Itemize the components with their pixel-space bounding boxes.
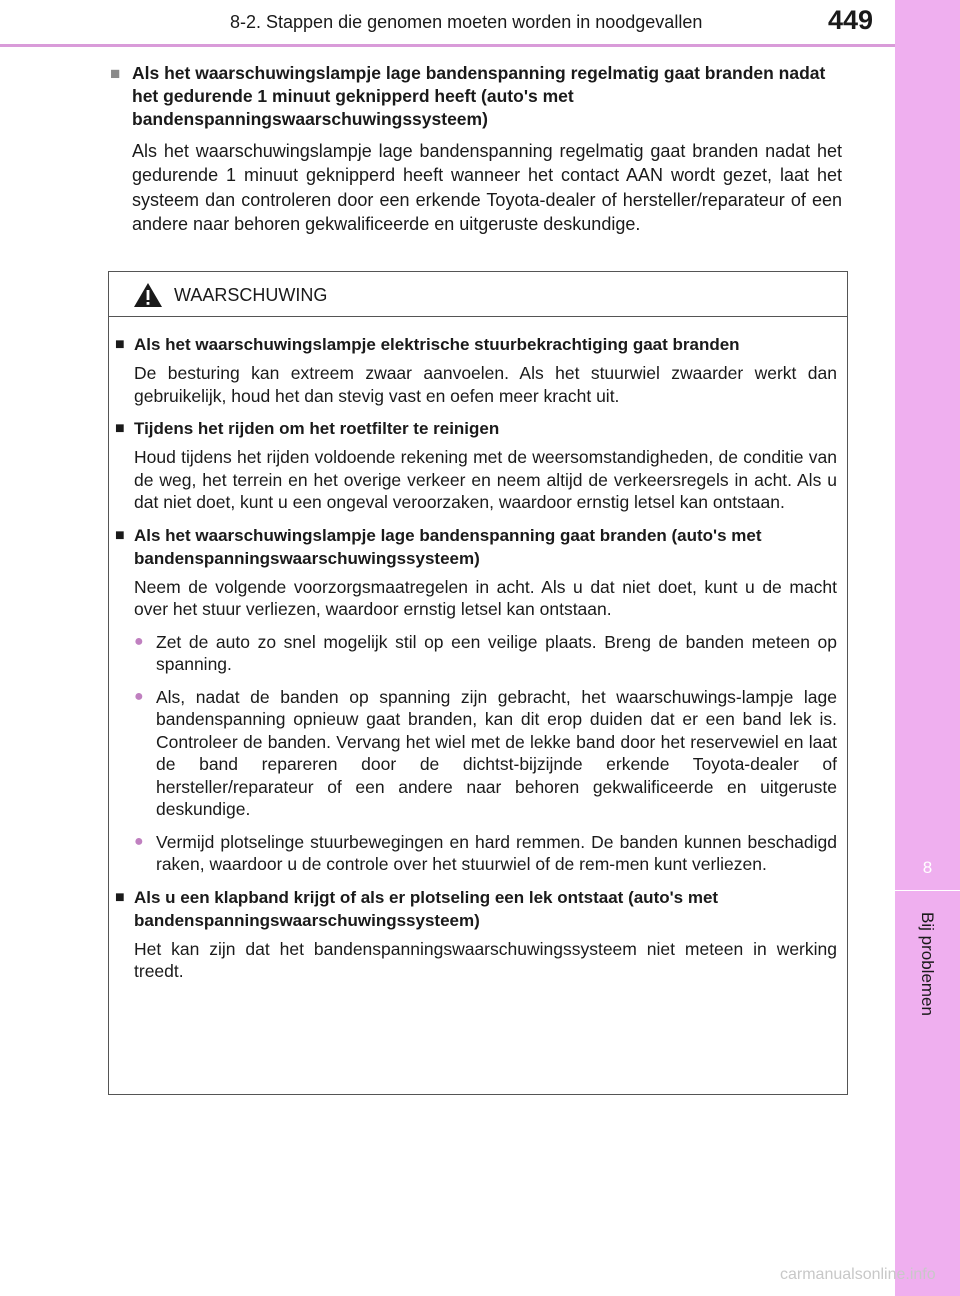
round-bullet-icon: ● — [134, 632, 144, 650]
warning-section — [115, 886, 837, 983]
warning-box — [108, 271, 848, 1095]
bullet-item — [134, 831, 837, 876]
chapter-number: 8 — [922, 858, 933, 877]
intro-section — [110, 62, 842, 237]
square-bullet-icon: ■ — [115, 336, 125, 353]
bullet-text: Zet de auto zo snel mogelijk stil op een veilige plaats. Breng de banden meteen op spanning. — [156, 631, 837, 674]
bullet-item — [134, 686, 837, 821]
warning-section-heading: Als u een klapband krijgt of als er plotseling een lek ontstaat (auto's met bandenspanningswaarschuwingssysteem) — [134, 887, 719, 930]
intro-body: Als het waarschuwingslampje lage bandenspanning regelmatig gaat branden nadat het gedurende 1 minuut geknipperd heeft wanneer het contact AAN wordt gezet, laat het systeem dan controleren door een erkende Toyota-dealer of hersteller/reparateur of een andere naar behoren gekwalificeerde en uitgeruste deskundige. — [132, 141, 842, 235]
chapter-side-tab — [895, 0, 960, 1296]
square-bullet-icon: ■ — [115, 420, 125, 437]
warning-title: WAARSCHUWING — [174, 285, 328, 305]
warning-section-body: Houd tijdens het rijden voldoende rekening met de weersomstandigheden, de conditie van de weg, het terrein en het overige verkeer en neem altijd de verkeersregels in acht. Als u dat niet doet, kunt u een ongeval veroorzaken, waardoor ernstig letsel kan ontstaan. — [134, 447, 837, 512]
warning-section — [115, 333, 837, 407]
intro-heading: Als het waarschuwingslampje lage bandenspanning regelmatig gaat branden nadat het gedurende 1 minuut geknipperd heeft (auto's met bandenspanningswaarschuwingssysteem) — [132, 63, 826, 129]
section-title: 8-2. Stappen die genomen moeten worden in noodgevallen — [230, 12, 703, 32]
round-bullet-icon: ● — [134, 832, 144, 850]
square-bullet-icon: ■ — [110, 64, 121, 83]
warning-section-heading: Als het waarschuwingslampje lage bandenspanning gaat branden (auto's met bandenspanningswaarschuwingssysteem) — [134, 525, 762, 568]
warning-section-heading-row — [115, 333, 837, 356]
warning-section-heading-row — [115, 417, 837, 440]
round-bullet-icon: ● — [134, 687, 144, 705]
bullet-text: Als, nadat de banden op spanning zijn gebracht, het waarschuwings-lampje lage bandenspanning opnieuw gaat branden, kan dit erop duiden dat er een band lek is. Controleer de banden. Vervang het wiel met de lekke band door het reservewiel en laat de band repareren door de dichtst-bijzijnde erkende Toyota-dealer of hersteller/reparateur of een andere naar behoren gekwalificeerde en uitgeruste deskundige. — [156, 686, 837, 819]
warning-body — [109, 317, 847, 983]
bullet-item — [134, 631, 837, 676]
warning-section — [115, 524, 837, 876]
warning-header — [109, 272, 847, 317]
bullet-text: Vermijd plotselinge stuurbewegingen en hard remmen. De banden kunnen beschadigd raken, waardoor u de controle over het stuurwiel of de rem-men kunt verliezen. — [156, 831, 837, 874]
watermark: carmanualsonline.info — [780, 1266, 936, 1283]
warning-section-body: Het kan zijn dat het bandenspanningswaarschuwingssysteem niet meteen in werking treedt. — [134, 938, 837, 981]
warning-section-body: Neem de volgende voorzorgsmaatregelen in acht. Als u dat niet doet, kunt u de macht over het stuur verliezen, waardoor ernstig letsel kan ontstaan. — [134, 576, 837, 619]
warning-section-heading-row — [115, 886, 837, 932]
warning-section-heading: Als het waarschuwingslampje elektrische stuurbekrachtiging gaat branden — [134, 335, 740, 354]
warning-section-heading-row — [115, 524, 837, 570]
chapter-label: Bij problemen — [918, 912, 937, 1016]
side-tab-divider — [895, 890, 960, 891]
square-bullet-icon: ■ — [115, 526, 125, 544]
page-number: 449 — [828, 5, 874, 35]
intro-heading-row — [110, 62, 842, 131]
header-rule — [0, 44, 895, 47]
warning-section — [115, 417, 837, 514]
warning-triangle-icon — [133, 282, 163, 308]
warning-section-body: De besturing kan extreem zwaar aanvoelen. Als het stuurwiel zwaarder werkt dan gebruikelijk, houd het dan stevig vast en oefen meer kracht uit. — [134, 363, 837, 406]
square-bullet-icon: ■ — [115, 888, 125, 906]
warning-section-heading: Tijdens het rijden om het roetfilter te reinigen — [134, 419, 500, 438]
